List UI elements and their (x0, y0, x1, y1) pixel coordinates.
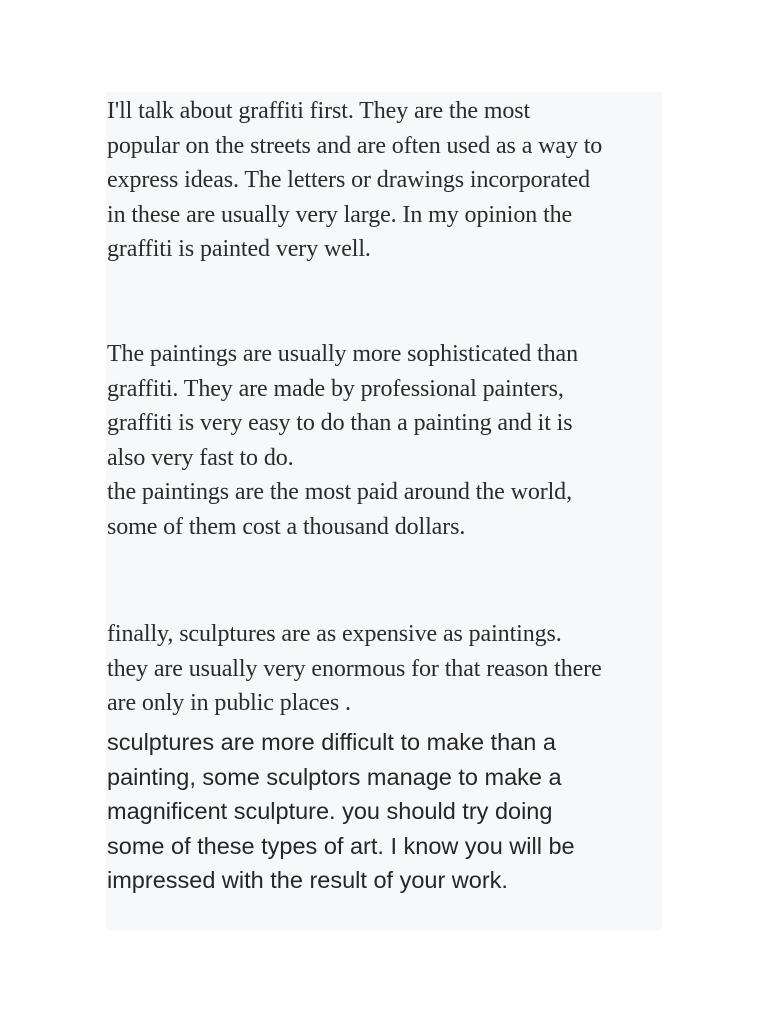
text-line: graffiti. They are made by professional painters, (107, 375, 564, 402)
text-line: The paintings are usually more sophisticated than (107, 341, 578, 367)
paragraph-graffiti (107, 94, 658, 267)
text-line: they are usually very enormous for that reason there (107, 655, 602, 682)
text-line: painting, some sculptors manage to make a (107, 763, 562, 790)
text-line: sculptures are more difficult to make than a (107, 729, 556, 755)
paragraph-sculptures (107, 617, 658, 721)
paragraph-sculptures-continued (107, 725, 658, 898)
text-line: I'll talk about graffiti first. They are the most (107, 98, 531, 124)
text-line: popular on the streets and are often used as a way to (107, 132, 603, 159)
text-line: are only in public places . (107, 690, 351, 717)
text-line: express ideas. The letters or drawings incorporated (107, 167, 590, 194)
text-line: magnificent sculpture. you should try doing (107, 798, 553, 825)
text-block (106, 92, 662, 930)
text-line: graffiti is very easy to do than a painting and it is (107, 410, 573, 437)
text-line: impressed with the result of your work. (107, 867, 508, 894)
text-line: in these are usually very large. In my opinion the (107, 201, 573, 228)
text-line: also very fast to do. (107, 444, 294, 471)
text-line: graffiti is painted very well. (107, 236, 371, 263)
text-line: some of these types of art. I know you will be (107, 832, 575, 859)
paragraph-paintings (107, 337, 658, 545)
text-line: the paintings are the most paid around the world, (107, 479, 572, 506)
text-line: finally, sculptures are as expensive as paintings. (107, 621, 562, 647)
text-line: some of them cost a thousand dollars. (107, 513, 466, 540)
